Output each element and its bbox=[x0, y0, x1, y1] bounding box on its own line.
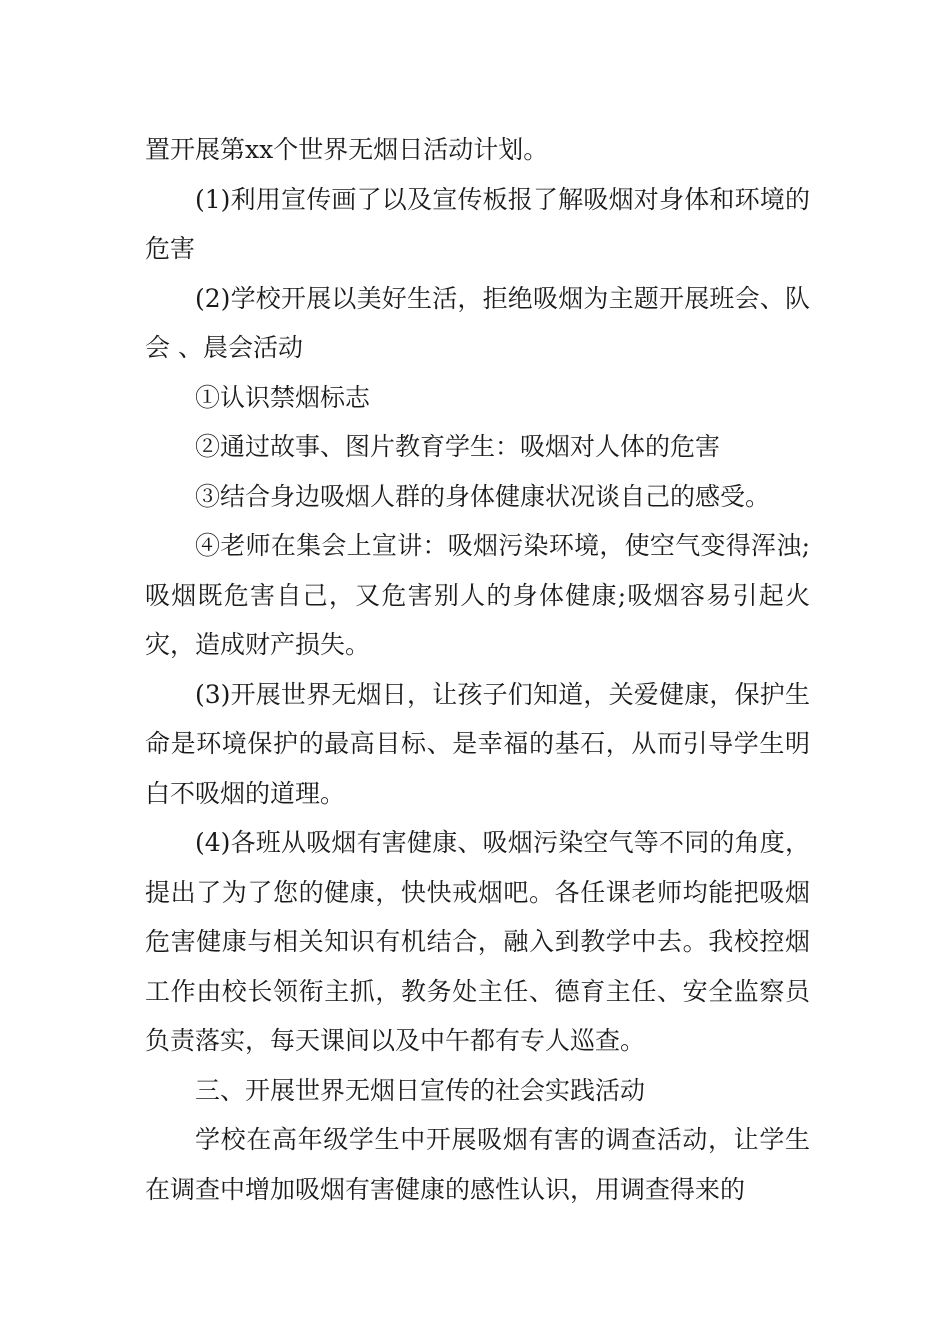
section-heading-3: 三、开展世界无烟日宣传的社会实践活动 bbox=[195, 1075, 646, 1105]
paragraph-section-3-body: 学校在高年级学生中开展吸烟有害的调查活动，让学生在调查中增加吸烟有害健康的感性认识，用调查得来的 bbox=[145, 1125, 810, 1204]
paragraph-subitem-2: ②通过故事、图片教育学生：吸烟对人体的危害 bbox=[195, 432, 721, 461]
paragraph-item-1: (1)利用宣传画了以及宣传板报了解吸烟对身体和环境的危害 bbox=[145, 184, 810, 263]
paragraph-intro: 置开展第xx个世界无烟日活动计划。 bbox=[145, 135, 549, 164]
paragraph-item-3: (3)开展世界无烟日，让孩子们知道，关爱健康，保护生命是环境保护的最高目标、是幸福的基石，从而引导学生明白不吸烟的道理。 bbox=[145, 679, 810, 808]
paragraph-subitem-4: ④老师在集会上宣讲：吸烟污染环境，使空气变得浑浊;吸烟既危害自己，又危害别人的身体健康;吸烟容易引起火灾，造成财产损失。 bbox=[145, 531, 810, 659]
paragraph-subitem-3: ③结合身边吸烟人群的身体健康状况谈自己的感受。 bbox=[195, 481, 771, 511]
paragraph-item-4: (4)各班从吸烟有害健康、吸烟污染空气等不同的角度，提出了为了您的健康，快快戒烟吧。各任课老师均能把吸烟危害健康与相关知识有机结合，融入到教学中去。我校控烟工作由校长领衔主抓，教务处主任、德育主任、安全监察员负责落实，每天课间以及中午都有专人巡查。 bbox=[145, 828, 810, 1055]
paragraph-subitem-1: ①认识禁烟标志 bbox=[195, 382, 371, 412]
document-body bbox=[145, 125, 810, 1214]
paragraph-item-2: (2)学校开展以美好生活，拒绝吸烟为主题开展班会、队会 、晨会活动 bbox=[145, 283, 810, 362]
